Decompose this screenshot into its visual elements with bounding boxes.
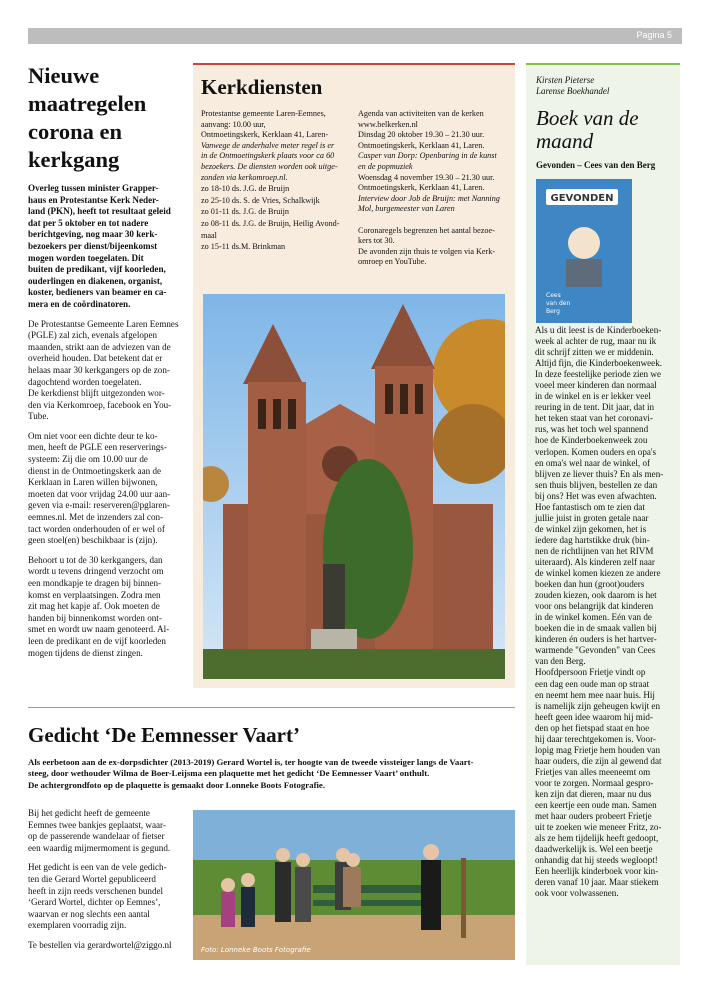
lines-p1 (28, 183, 184, 311)
boek-subtitle: Gevonden – Cees van den Berg (536, 160, 656, 170)
bench-photo (193, 810, 515, 960)
review-line: lopig mag Frietje hem houden van (535, 744, 661, 755)
lines-p5 (28, 555, 184, 659)
gedicht-line: op de passerende wandelaar of fietser (28, 831, 165, 842)
text-line: haus en Protestantse Kerk Neder- (28, 194, 159, 205)
text-line: systeem: Zij die om 10.00 uur de (28, 454, 148, 465)
review-line: den op het fietspad staat en hoe (535, 722, 650, 733)
kerkdienst-line: Vanwege de anderhalve meter regel is er (201, 140, 335, 150)
review-line: zouden kiezen, ook daarom is het (535, 590, 657, 601)
review-line: week al achter de rug, maar nu ik (535, 336, 657, 347)
kerkdienst-line: maal (201, 230, 217, 240)
review-line: rus, was het toch wel spannend (535, 424, 649, 435)
photo-credit: Foto: Lonneke Boots Fotografie (201, 946, 311, 954)
kerkdienst-line (358, 215, 508, 226)
kerkdiensten-left-column (201, 109, 357, 253)
book-cover-image (536, 179, 632, 323)
intro-line: Als eerbetoon aan de ex-dorpsdichter (2013-2019) Gerard Wortel is, ter hoogte van de tweede vissteiger langs de Vaart- (28, 757, 474, 767)
review-line: Een heerlijk kinderboek voor kin- (535, 866, 659, 877)
kerkdienst-line: aanvang: 10.00 uur, (201, 119, 266, 129)
lines-p3 (28, 388, 184, 423)
church-photo (203, 294, 505, 679)
review-line: in de winkel komen. Eén van de (535, 612, 652, 623)
gedicht-p2 (28, 862, 184, 932)
review-line: en oma's wel naar de winkel, of (535, 457, 651, 468)
section-divider (28, 707, 515, 708)
article-body (28, 183, 184, 667)
kerkdienst-line: Interview door Job de Bruijn: met Nanning (358, 193, 500, 203)
review-line: daadwerkelijk is. Wel een beetje (535, 844, 653, 855)
text-line: zit mag het kapje af. Ook moeten de (28, 601, 160, 612)
review-line: de winkel komen kiezen ze andere (535, 568, 661, 579)
boek-sidebar (526, 63, 680, 965)
lines-p4 (28, 431, 184, 547)
text-line: maanden, strikt aan de adviezen van de (28, 341, 171, 352)
kerkdienst-line: zo 15-11 ds.M. Brinkman (201, 242, 286, 252)
kerkdienst-line: Ontmoetingskerk, Kerklaan 41, Laren. (358, 140, 485, 150)
review-line: warmende "Gevonden" van Cees (535, 645, 656, 656)
gedicht-intro (28, 757, 515, 791)
review-line: hoe de Kinderboekenweek zou (535, 435, 648, 446)
kerkdienst-line: en de popmuziek (358, 161, 413, 171)
review-line: voor te zorgen. Normaal gespro- (535, 777, 654, 788)
gedicht-title: Gedicht ‘De Eemnesser Vaart’ (28, 723, 300, 747)
boek-author (536, 75, 609, 97)
kerkdiensten-title: Kerkdiensten (201, 75, 323, 99)
text-line: Overleg tussen minister Grapper- (28, 183, 159, 193)
review-line: hij daar terechtgekomen is. Voor- (535, 733, 656, 744)
text-line: Behoort u tot de 30 kerkgangers, dan (28, 554, 163, 565)
text-line: De Protestantse Gemeente Laren Eemnes (28, 318, 179, 329)
kerkdienst-line: zo 25-10 ds. S. de Vries, Schalkwijk (201, 195, 320, 205)
review-line: nen de richtlijnen van het RIVM (535, 545, 654, 556)
gedicht-line: een waardig mijmermoment is gegund. (28, 842, 171, 853)
text-line: handen bij binnenkomst worden ont- (28, 612, 162, 623)
review-line: iedere dag hartstikke druk (bin- (535, 534, 650, 545)
review-line: blijven ze liever thuis? En als men- (535, 468, 664, 479)
gedicht-line: Het gedicht is een van de vele gedich- (28, 862, 167, 873)
author-name: Kirsten Pieterse (536, 75, 595, 85)
gedicht-line: Bij het gedicht heeft de gemeente (28, 808, 150, 818)
kerkdienst-line: De avonden zijn thuis te volgen via Kerk- (358, 246, 496, 256)
kerkdienst-line: Ontmoetingskerk, Kerklaan 41, Laren- (201, 130, 329, 140)
gedicht-line: waarvan er nog slechts een aantal (28, 908, 150, 919)
text-line: berichtgeving, nog maar 30 kerk- (28, 229, 158, 240)
text-line: (PGLE) zal zich, evenals afgelopen (28, 330, 158, 341)
gedicht-order: Te bestellen via gerardwortel@ziggo.nl (28, 939, 172, 950)
kerkdienst-line: zo 08-11 ds. J.G. de Bruijn, Heilig Avond- (201, 218, 340, 228)
lines-p2 (28, 319, 184, 389)
kerkdienst-line: Dinsdag 20 oktober 19.30 – 21.30 uur. (358, 130, 485, 140)
review-line: een dag een oude man op straat (535, 678, 650, 689)
cover-author-line: Berg (546, 308, 560, 315)
review-line: kinderen én ouders is het hartver- (535, 634, 657, 645)
review-line: ken zijn dat dieren, maar nu dus (535, 788, 652, 799)
review-line: in de winkel en is er lekker veel (535, 391, 651, 402)
kerkdiensten-box (193, 63, 515, 688)
review-line: jullie juist in groten getale naar (535, 512, 649, 523)
review-line: boeken dan hun (groot)ouders (535, 579, 645, 590)
review-line: verlopen. Komen ouders en opa's (535, 446, 657, 457)
text-line: mogen worden toegelaten. Dit (28, 252, 144, 263)
text-line: bezoekers per dienst/bijeenkomst (28, 240, 158, 251)
kerkdienst-line: www.belkerken.nl (358, 119, 418, 129)
text-line: een mondkapje te dragen bij binnen- (28, 578, 162, 588)
text-line: buiten de predikant, vijf koorleden, (28, 264, 166, 275)
kerkdienst-line: in de Ontmoetingskerk plaats voor ca 60 (201, 151, 335, 161)
kerkdienst-line: Mol, burgemeester van Laren (358, 204, 455, 214)
text-line: moeten dat voor vrijdag 24.00 uur aan- (28, 488, 171, 499)
review-line: Hoofdpersoon Frietje vindt op (535, 667, 646, 678)
review-line: Als u dit leest is de Kinderboeken- (535, 325, 662, 335)
kerkdiensten-right-column (358, 109, 508, 268)
gedicht-line: heeft in zijn reeds verschenen bundel (28, 885, 164, 896)
review-line: onhandig dat hij steeds wegloopt! (535, 855, 658, 866)
kerkdienst-line: zo 01-11 ds. J.G. de Bruijn (201, 207, 289, 217)
text-line: mera en de coördinatoren. (28, 298, 131, 309)
headline-line: Nieuwe (28, 63, 100, 88)
review-line: is namelijk zijn geheugen kwijt en (535, 700, 661, 711)
boek-title-line: maand (536, 129, 594, 153)
kerkdienst-line: Ontmoetingskerk, Kerklaan 41, Laren. (358, 183, 485, 193)
review-line: als ze hem tijdelijk heeft gedoopt, (535, 833, 659, 844)
article-headline (28, 62, 188, 174)
review-line: voeel meer kinderen dan normaal (535, 380, 657, 391)
text-line: leen de predikant en de vijf koorleden (28, 635, 166, 646)
text-line: koster, bedieners van beamer en ca- (28, 287, 167, 298)
text-line: dagochtend worden toegelaten. (28, 376, 142, 387)
boek-review-text (535, 325, 671, 899)
kerkdienst-line: Agenda van activiteiten van de kerken (358, 109, 484, 118)
text-line: mogen tijdens de dienst zingen. (28, 647, 143, 658)
review-line: Frietjes van alles meeneemt om (535, 766, 651, 777)
kerkdienst-line: Protestantse gemeente Laren-Eemnes, (201, 109, 326, 118)
kerkdienst-line: zonden via kerkomroep.nl. (201, 172, 288, 182)
review-line: en neemt hem mee naar huis. Hij (535, 689, 655, 700)
gedicht-line: exemplaren voorradig zijn. (28, 920, 127, 931)
review-line: het teken staat van het coronavi- (535, 413, 653, 424)
headline-line: kerkgang (28, 147, 120, 172)
text-line: helaas maar 30 kerkgangers op de zon- (28, 364, 170, 375)
review-line: de winkel zijn gekomen, het is (535, 523, 647, 534)
page-number: Pagina 5 (636, 30, 672, 40)
text-line: tact worden onderhouden of er wel of (28, 523, 165, 534)
boek-title (536, 107, 639, 153)
cover-author-line: Cees (546, 292, 561, 299)
text-line: land (PKN), heeft tot resultaat geleid (28, 206, 171, 217)
intro-line: De achtergrondfoto op de plaquette is gemaakt door Lonneke Boots Fotografie. (28, 779, 326, 790)
boek-title-line: Boek van de (536, 106, 639, 130)
review-line: uiteraard). Als kinderen zelf naar (535, 556, 655, 567)
review-line: uit te zoeken wie meneer Fritz, zo- (535, 822, 662, 833)
cover-author-line: van den (546, 300, 571, 307)
gedicht-body (28, 808, 184, 960)
review-line: heeft geen idee waarom hij mid- (535, 711, 653, 722)
kerkdienst-line: kers tot 30. (358, 236, 395, 246)
headline-line: maatregelen (28, 91, 147, 116)
gedicht-line: ten die Gerard Wortel gepubliceerd (28, 873, 156, 884)
gedicht-line: Eemnes twee bankjes geplaatst, waar- (28, 819, 166, 830)
text-line: ouderlingen en diakenen, organist, (28, 275, 163, 286)
text-line: geven via e-mail: reserveren@pglaren- (28, 500, 170, 511)
text-line: den via Kerkomroep, facebook en You- (28, 399, 172, 410)
text-line: eemnes.nl. Met de inzenders zal con- (28, 512, 164, 523)
text-line: Kerklaan in Laren willen bijwonen, (28, 477, 158, 488)
gedicht-p1 (28, 808, 184, 854)
review-line: bij ons? Het was even afwachten. (535, 490, 657, 501)
text-line: Tube. (28, 411, 49, 422)
text-line: De kerkdienst blijft uitgezonden wor- (28, 388, 165, 399)
review-line: met haar ouders probeert Frietje (535, 811, 652, 822)
review-line: een keertje een oude man. Samen (535, 800, 657, 811)
review-line: dit schrijf zitten we er middenin. (535, 347, 654, 358)
review-line: haar ouders, die zijn al gewend dat (535, 755, 662, 766)
kerkdienst-line: Casper van Dorp: Openbaring in de kunst (358, 151, 497, 161)
text-line: Om niet voor een dichte deur te ko- (28, 430, 158, 441)
text-line: wordt u tevens dringend verzocht om (28, 566, 164, 577)
text-line: overheid houden. Dat betekent dat er (28, 353, 163, 364)
review-line: sen thuis blijven, bestellen ze dan (535, 479, 658, 490)
review-line: voor ons belangrijk dat kinderen (535, 601, 654, 612)
headline-line: corona en (28, 119, 122, 144)
review-line: Hoe fantastisch om te zien dat (535, 501, 645, 512)
author-shop: Larense Boekhandel (536, 86, 610, 96)
intro-line: steeg, door wethouder Wilma de Boer-Leijsma een plaquette met het gedicht ‘De Eemnesser Vaart’ onthult. (28, 768, 430, 779)
kerkdienst-line: Coronaregels begrenzen het aantal bezoe- (358, 225, 495, 235)
kerkdienst-line: zo 18-10 ds. J.G. de Bruijn (201, 184, 290, 194)
page-header-bar (28, 28, 682, 44)
kerkdienst-line: omroep en YouTube. (358, 257, 427, 267)
text-line: dienst in de Ontmoetingskerk aan de (28, 465, 162, 476)
review-line: Altijd fijn, die Kinderboekenweek. (535, 358, 663, 369)
review-line: van den Berg. (535, 656, 586, 667)
gedicht-line: ‘Gerard Wortel, dichter op Eemnes’, (28, 897, 161, 908)
review-line: In deze feestelijke periode zien we (535, 369, 661, 380)
kerkdienst-line: Woensdag 4 november 19.30 – 21.30 uur. (358, 172, 495, 182)
review-line: reuring in de tent. Dit jaar, dat in (535, 402, 655, 413)
kerkdienst-line: bezoekers. De diensten worden ook uitge- (201, 161, 338, 171)
text-line: men, heeft de PGLE een reserverings- (28, 442, 167, 453)
text-line: dat per 5 oktober en tot nadere (28, 217, 149, 228)
text-line: smet en wordt uw naam genoteerd. Al- (28, 624, 170, 635)
text-line: geen stoel(en) beschikbaar is (zijn). (28, 535, 158, 546)
review-line: ook voor volwassenen. (535, 888, 619, 899)
review-line: deren vanaf 10 jaar. Maar stiekem (535, 877, 659, 888)
text-line: komst en verplaatsingen. Zodra men (28, 589, 161, 600)
cover-title: GEVONDEN (550, 193, 614, 204)
review-line: boeken die in de smaak vallen bij (535, 623, 657, 634)
